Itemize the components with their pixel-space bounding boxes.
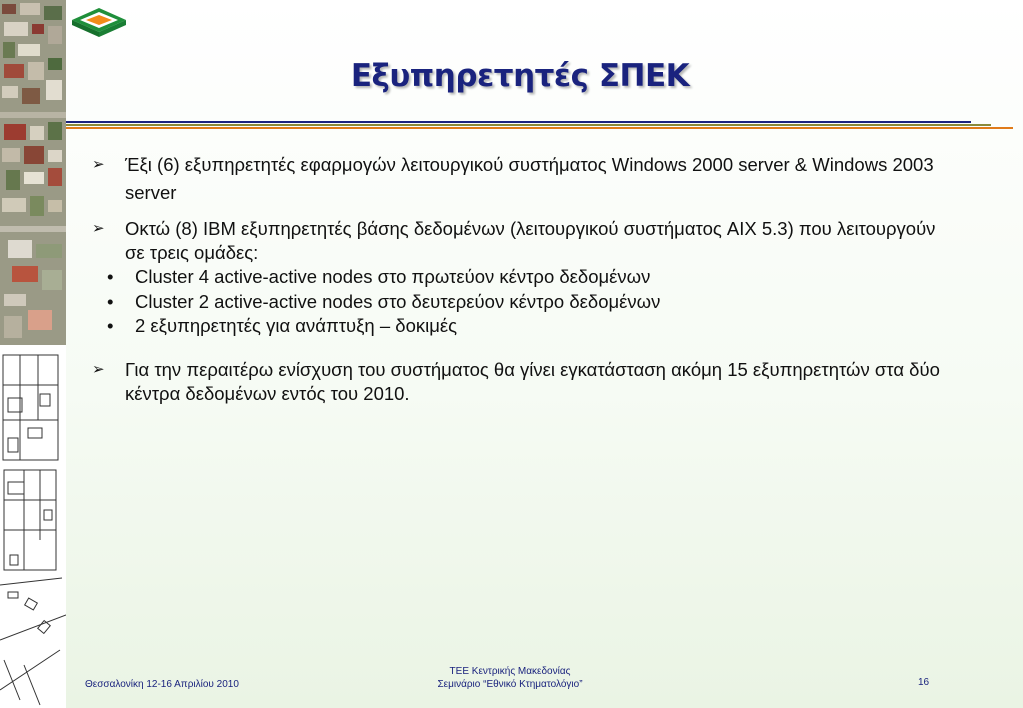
sub-bullet-text: 2 εξυπηρετητές για ανάπτυξη – δοκιμές [135,315,458,336]
bullet-text: Οκτώ (8) IBM εξυπηρετητές βάσης δεδομένων (λειτουργικού συστήματος AIX 5.3) που λειτουργούν σε τρεις ομάδες: [125,218,936,263]
sub-bullet-text: Cluster 4 active-active nodes στο πρωτεύον κέντρο δεδομένων [135,266,651,287]
bullet-item-2 [92,217,942,265]
footer-date: Θεσσαλονίκη 12-16 Απριλίου 2010 [85,679,239,690]
bullet-item-1 [92,151,942,207]
footer-organizer-line-2: Σεμινάριο “Εθνικό Κτηματολόγιο” [437,679,583,690]
arrow-bullet-icon: ➢ [92,360,105,378]
slide-body [92,151,942,406]
sub-bullet-list [92,265,942,339]
cadastral-map-illustration [0,0,66,708]
bullet-text: Έξι (6) εξυπηρετητές εφαρμογών λειτουργικού συστήματος Windows 2000 server & Windows 2003 server [125,154,934,203]
dot-bullet-icon: • [107,266,114,287]
sub-bullet-item-3 [107,314,942,339]
dot-bullet-icon: • [107,290,114,312]
sub-bullet-item-1 [107,265,942,290]
sub-bullet-text: Cluster 2 active-active nodes στο δευτερεύον κέντρο δεδομένων [135,290,661,312]
page-number: 16 [918,677,930,688]
footer-organizer [380,665,640,691]
side-imagery-strip [0,0,66,708]
sub-bullet-item-2 [107,290,942,315]
title-divider [66,121,1013,131]
slide-title: Εξυπηρετητές ΣΠΕΚ [350,58,690,94]
footer-organizer-line-1: ΤΕΕ Κεντρικής Μακεδονίας [449,666,571,677]
dot-bullet-icon: • [107,315,114,336]
bullet-item-3 [92,358,942,406]
arrow-bullet-icon: ➢ [92,156,105,173]
arrow-bullet-icon: ➢ [92,220,105,237]
bullet-text: Για την περαιτέρω ενίσχυση του συστήματος θα γίνει εγκατάσταση ακόμη 15 εξυπηρετητών στα δύο κέντρα δεδομένων εντός του 2010. [125,358,940,404]
logo-icon [70,6,128,45]
